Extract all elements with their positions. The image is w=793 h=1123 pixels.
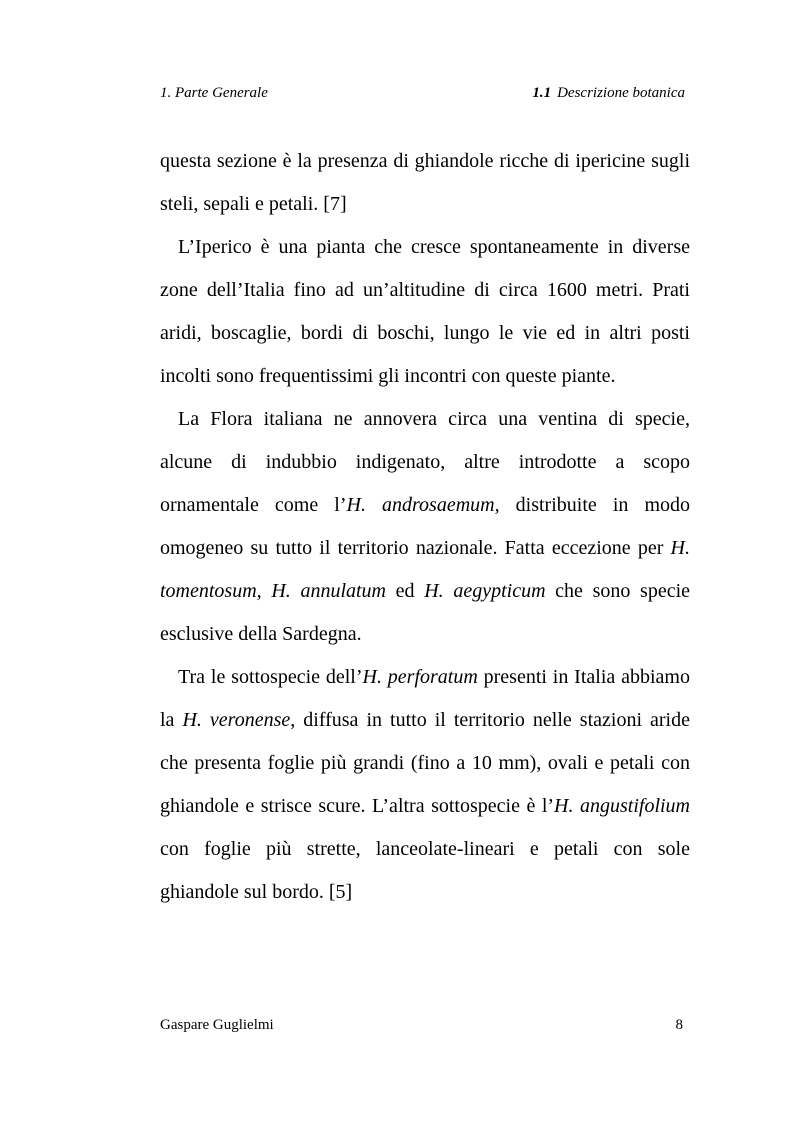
species-name: H. androsaemum,: [346, 494, 500, 516]
text-run: Tra le sottospecie dell’: [178, 666, 363, 688]
text-run: presenti in Italia abbiamo la: [160, 666, 690, 731]
text-run: ed: [386, 580, 425, 602]
page-number: 8: [675, 1017, 683, 1033]
body-text: [160, 140, 690, 914]
text-run: La Flora italiana ne annovera circa una ventina di specie, alcune di indubbio indigenato, altre introdotte a scopo ornamentale come l’: [160, 408, 690, 516]
paragraph: [160, 140, 690, 226]
text-run: L’Iperico è una pianta che cresce spontaneamente in diverse zone dell’Italia fino ad un’altitudine di circa 1600 metri. Prati aridi, boscaglie, bordi di boschi, lungo le vie ed in altri posti incolti sono frequentissimi gli incontri con queste piante.: [160, 236, 690, 387]
running-header-chapter: 1. Parte Generale: [160, 85, 268, 101]
section-number: 1.1: [532, 85, 552, 101]
paragraph: [160, 226, 690, 398]
paragraph: [160, 398, 690, 656]
species-name: H. annulatum: [271, 580, 387, 602]
section-title: Descrizione botanica: [557, 85, 685, 101]
text-run: questa sezione è la presenza di ghiandole ricche di ipericine sugli steli, sepali e petali. [7]: [160, 150, 690, 215]
text-run: , diffusa in tutto il territorio nelle stazioni aride che presenta foglie più grandi (fino a 10 mm), ovali e petali con ghiandole e strisce scure. L’altra sottospecie è l’: [160, 709, 690, 817]
paragraph: [160, 656, 690, 914]
species-name: H. perforatum: [362, 666, 478, 688]
text-run: ,: [256, 580, 272, 602]
text-run: distribuite in modo omogeneo su tutto il territorio nazionale. Fatta eccezione per: [160, 494, 690, 559]
species-name: H. tomentosum: [160, 537, 690, 602]
species-name: H. aegypticum: [424, 580, 546, 602]
text-run: che sono specie esclusive della Sardegna.: [160, 580, 691, 645]
species-name: H. angustifolium: [554, 795, 690, 817]
running-header-section: [532, 84, 685, 102]
footer-author: Gaspare Guglielmi: [160, 1017, 274, 1033]
species-name: H. veronense: [182, 709, 291, 731]
text-run: con foglie più strette, lanceolate-lineari e petali con sole ghiandole sul bordo. [5]: [160, 838, 690, 903]
